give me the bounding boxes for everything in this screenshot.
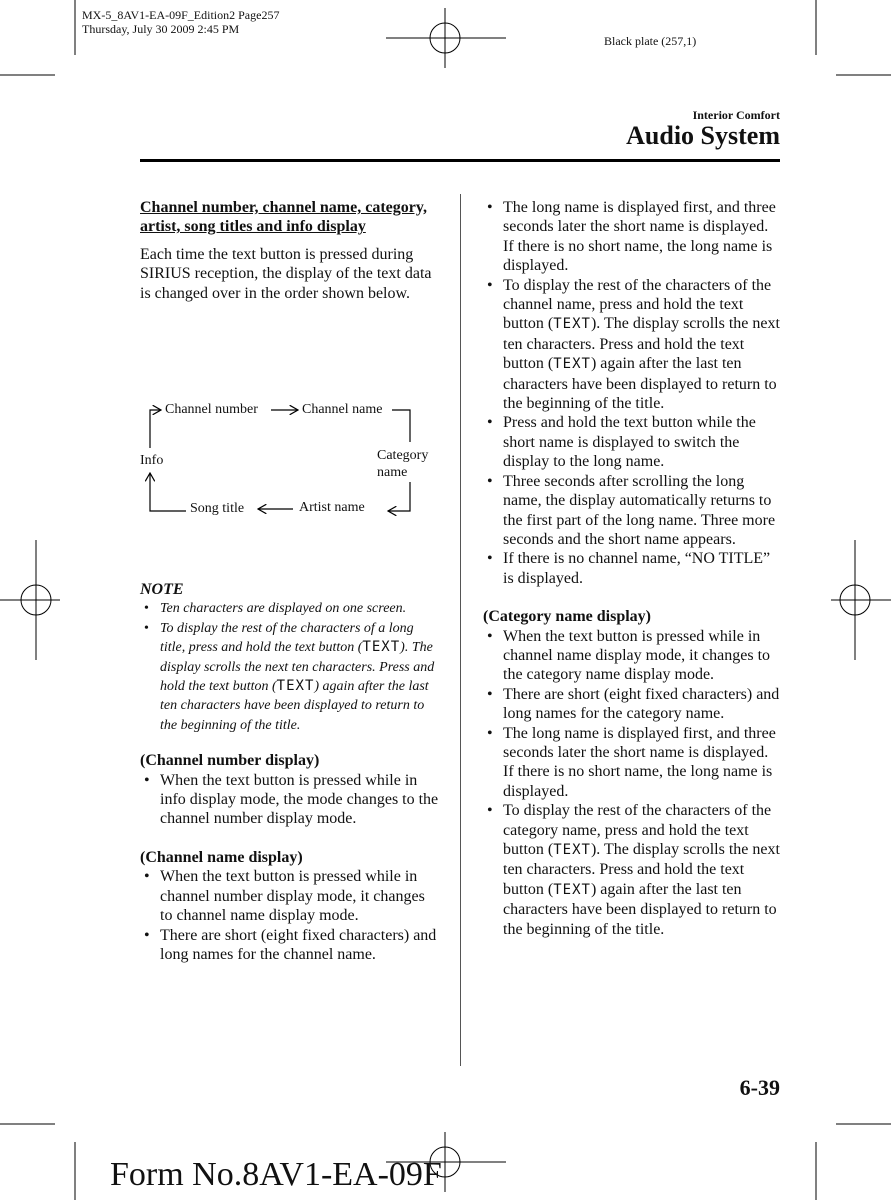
note-title: NOTE [140,581,184,598]
list-item: • There are short (eight fixed characters) and long names for the channel name. [140,926,440,965]
print-file-label: MX-5_8AV1-EA-09F_Edition2 Page257 [82,8,280,22]
print-date-label: Thursday, July 30 2009 2:45 PM [82,22,240,36]
list-item: • When the text button is pressed while in channel name display mode, it changes to the category name display mode. [483,627,781,685]
header-rule [140,159,780,162]
text-button-label: TEXT [553,842,591,858]
list-item: • Press and hold the text button while the short name is displayed to switch the display to the long name. [483,413,781,471]
form-number: Form No.8AV1-EA-09F [110,1156,442,1193]
diagram-song-title: Song title [190,501,245,516]
channel-number-heading: (Channel number display) [140,752,320,770]
left-column-bottom [140,580,440,964]
list-item: • To display the rest of the characters of the channel name, press and hold the text button (TEXT). The display scrolls the next ten characters. Press and hold the text button (TEXT) again after the last ten characters have been displayed to return to the beginning of the title. [483,276,781,414]
note-item: • To display the rest of the characters of a long title, press and hold the text button (TEXT). The display scrolls the next ten characters. Press and hold the text button (TEXT) again after the last ten characters have been displayed to return to the beginning of the title. [140,619,440,735]
display-order-diagram [138,398,438,528]
column-divider [460,194,461,1066]
diagram-category-line2: name [377,465,408,480]
category-name-heading: (Category name display) [483,608,651,626]
text-button-label: TEXT [553,356,591,373]
list-item: • The long name is displayed first, and three seconds later the short name is displayed. If there is no short name, the long name is displayed. [483,724,781,802]
list-item: • The long name is displayed first, and three seconds later the short name is displayed. If there is no short name, the long name is displayed. [483,198,781,276]
diagram-artist-name: Artist name [299,500,365,515]
channel-name-heading: (Channel name display) [140,848,303,866]
diagram-category-line1: Category [377,448,429,463]
list-item: • When the text button is pressed while in info display mode, the mode changes to the channel number display mode. [140,771,440,829]
right-column [483,198,781,939]
diagram-info: Info [140,453,164,468]
channel-number-list [140,771,440,829]
diagram-channel-name: Channel name [302,402,383,417]
list-item: • To display the rest of the characters of the category name, press and hold the text button (TEXT). The display scrolls the next ten characters. Press and hold the text button (TEXT) again after the last ten characters have been displayed to return to the beginning of the title. [483,801,781,939]
note-item: • Ten characters are displayed on one screen. [140,599,440,618]
list-item: • When the text button is pressed while in channel number display mode, it changes to channel name display mode. [140,867,440,925]
text-button-label: TEXT [362,639,401,656]
channel-name-list [140,867,440,964]
category-name-list [483,627,781,940]
list-item: • If there is no channel name, “NO TITLE” is displayed. [483,549,781,588]
channel-name-continued-list [483,198,781,588]
text-button-label: TEXT [276,678,315,695]
text-button-label: TEXT [553,881,591,898]
list-item: • There are short (eight fixed characters) and long names for the category name. [483,685,781,724]
section-title: Interior Comfort [692,108,780,122]
text-button-label: TEXT [553,316,591,333]
page-title: Audio System [626,121,780,150]
note-list [140,599,440,735]
page-number: 6-39 [739,1075,780,1100]
intro-paragraph: Each time the text button is pressed during SIRIUS reception, the display of the text data is changed over in the order shown below. [140,245,432,302]
section-heading: Channel number, channel name, category, artist, song titles and info display [140,199,427,236]
plate-label: Black plate (257,1) [604,34,697,48]
left-column-top [140,198,440,303]
diagram-channel-number: Channel number [165,402,258,417]
list-item: • Three seconds after scrolling the long name, the display automatically returns to the first part of the long name. Three more seconds and the short name appears. [483,472,781,550]
